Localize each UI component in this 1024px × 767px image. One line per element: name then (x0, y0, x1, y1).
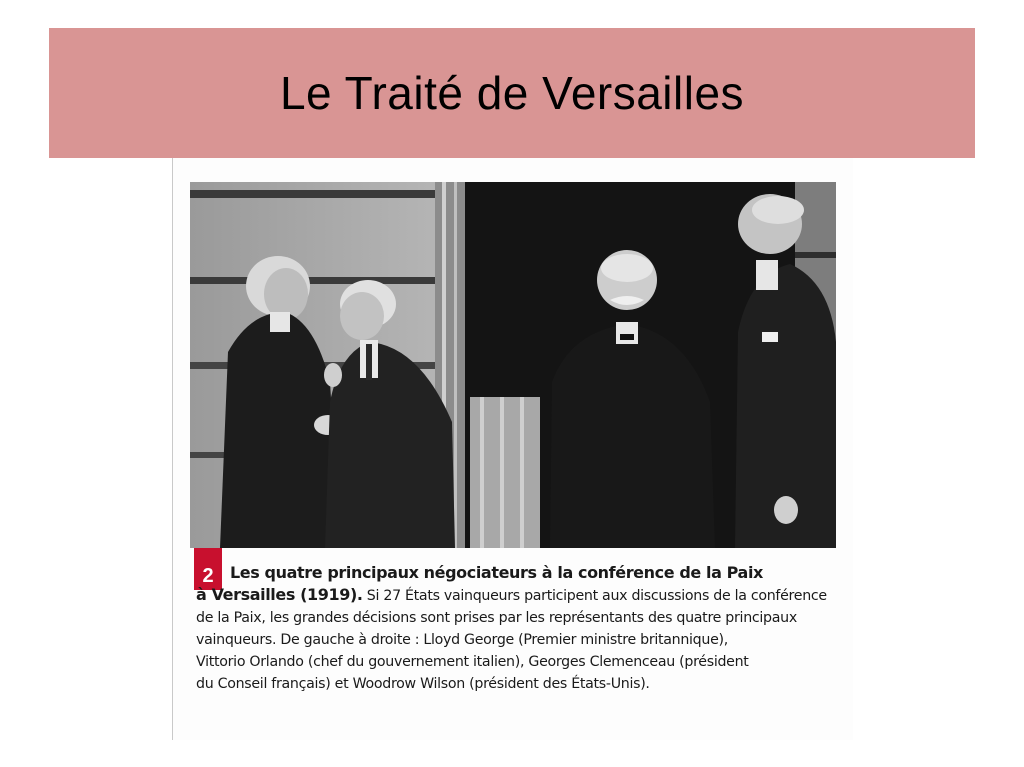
caption-heading: Les quatre principaux négociateurs à la conférence de la Paix (230, 563, 763, 582)
figure-caption (196, 562, 836, 695)
photo-illustration (190, 182, 836, 548)
caption-text: Si 27 États vainqueurs participent aux discussions de la conférence (362, 588, 827, 604)
caption-line-5: Vittorio Orlando (chef du gouvernement italien), Georges Clemenceau (président (196, 654, 749, 670)
caption-heading-continued: à Versailles (1919). (196, 585, 363, 604)
slide-title-bar (49, 28, 975, 158)
figure-number-badge: 2 (194, 548, 222, 590)
caption-line-2 (196, 584, 836, 607)
caption-line-6: du Conseil français) et Woodrow Wilson (président des États-Unis). (196, 676, 650, 692)
slide-title: Le Traité de Versailles (279, 67, 745, 119)
caption-line-3: de la Paix, les grandes décisions sont prises par les représentants des quatre principaux (196, 610, 797, 626)
historical-photo (190, 182, 836, 548)
caption-line-4: vainqueurs. De gauche à droite : Lloyd George (Premier ministre britannique), (196, 632, 728, 648)
